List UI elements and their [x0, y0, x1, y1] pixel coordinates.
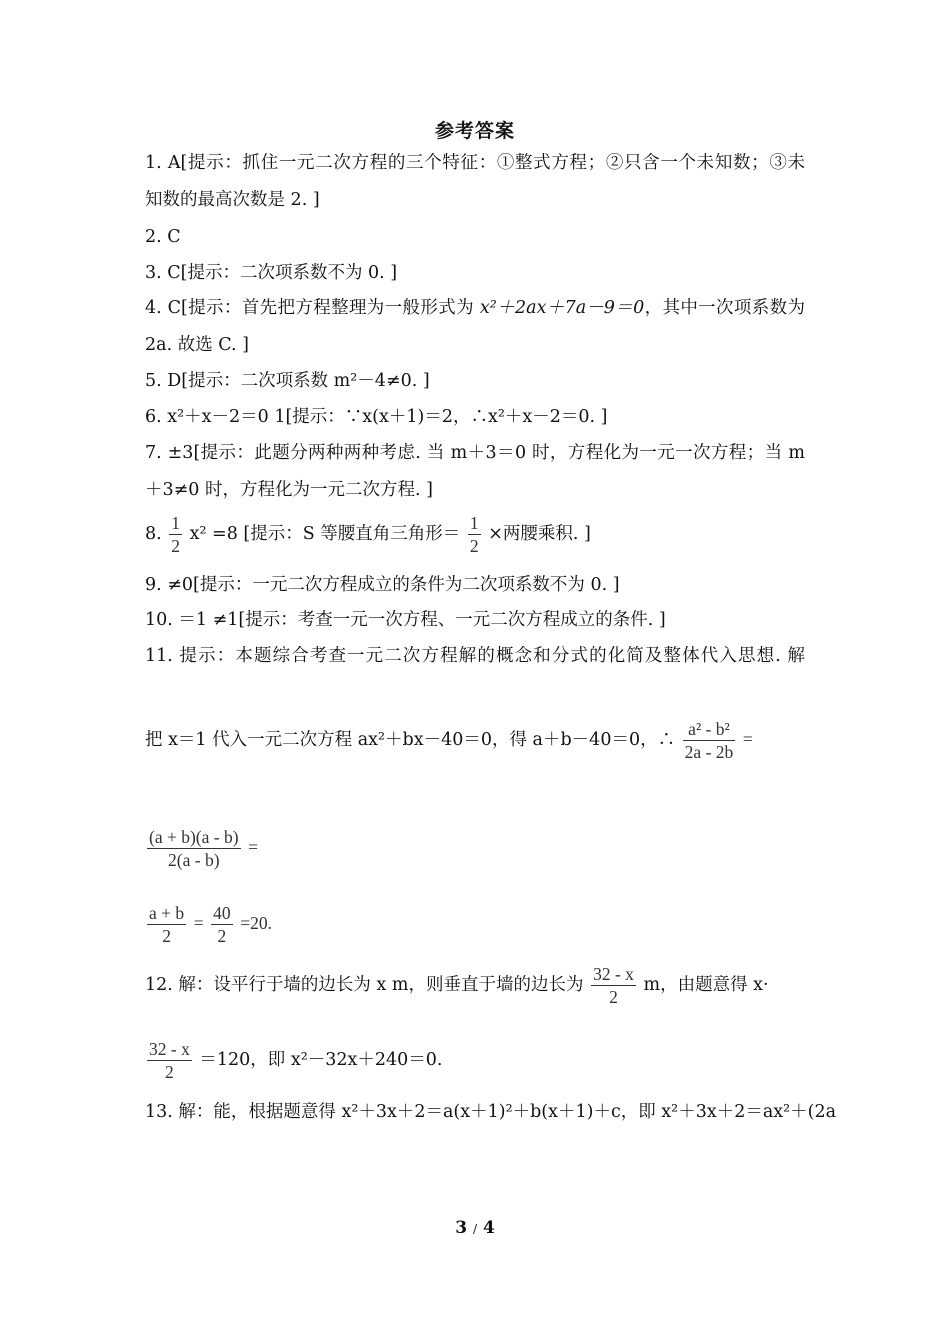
answer-12-fraction-2: [147, 1038, 192, 1083]
answer-12-equation: ＝120，即 x²－32x＋240＝0.: [199, 1050, 443, 1070]
fraction-denominator: 2: [217, 926, 227, 946]
fraction-numerator: 32 - x: [149, 1039, 190, 1059]
answer-12-line-2: [145, 1038, 443, 1083]
fraction-denominator: 2: [609, 987, 618, 1007]
page-title: 参考答案: [434, 120, 515, 142]
equals-sign: =: [248, 837, 258, 857]
answer-13: 13. 解：能，根据题意得 x²＋3x＋2＝a(x＋1)²＋b(x＋1)＋c，即 x²＋3x＋2＝ax²＋(2a: [145, 1102, 837, 1122]
answer-7-line-1: 7. ±3[提示：此题分两种两种考虑. 当 m＋3＝0 时，方程化为一元一次方程；当 m: [145, 443, 805, 463]
answer-11-text: 把 x＝1 代入一元二次方程 ax²＋bx－40＝0，得 a＋b－40＝0，∴: [145, 730, 676, 750]
fraction-denominator: 2: [469, 536, 479, 556]
page-separator: /: [472, 1222, 478, 1236]
answer-12-text: 12. 解：设平行于墙的边长为 x m，则垂直于墙的边长为: [145, 975, 584, 995]
answer-11-line-1: 11. 提示：本题综合考查一元二次方程解的概念和分式的化简及整体代入思想. 解: [145, 646, 805, 666]
answer-4-line-1: [145, 295, 805, 321]
answer-11-line-3: [145, 826, 258, 871]
answer-11-line-2: [145, 718, 753, 763]
equals-sign: =: [742, 729, 753, 749]
fraction-numerator: 32 - x: [593, 964, 634, 984]
answer-8-number: 8.: [145, 524, 162, 544]
answer-10: 10. ＝1 ≠1[提示：考查一元一次方程、一元二次方程成立的条件. ]: [145, 610, 666, 630]
answer-8: [145, 512, 591, 557]
fraction-denominator: 2: [162, 926, 171, 946]
answer-11-line-4: [145, 902, 272, 947]
answer-5: 5. D[提示：二次项系数 m²－4≠0. ]: [145, 371, 430, 391]
fraction-numerator: 40: [213, 903, 231, 923]
fraction-denominator: 2: [171, 536, 181, 556]
answer-4-prefix: 4. C[提示：首先把方程整理为一般形式为: [145, 298, 480, 318]
answer-8-text: x² =8 [提示：S 等腰直角三角形＝: [189, 524, 461, 544]
fraction-numerator: 1: [469, 513, 479, 533]
answer-8-fraction: [169, 512, 182, 557]
fraction-numerator: a² - b²: [683, 718, 736, 741]
answer-4-suffix: ，其中一次项系数为: [644, 298, 805, 318]
fraction-denominator: 2: [165, 1062, 174, 1082]
fraction-denominator: 2a - 2b: [684, 742, 734, 762]
page-number: [0, 1218, 950, 1238]
answer-11-fraction-4: [211, 902, 233, 947]
answer-12-fraction: [591, 963, 636, 1008]
equals-sign: =: [193, 913, 204, 933]
answer-7-line-2: ＋3≠0 时，方程化为一元二次方程. ]: [145, 480, 433, 500]
fraction-numerator: 1: [171, 513, 181, 533]
answer-4-equation: x²＋2ax＋7a－9＝0: [479, 298, 645, 318]
answer-11-fraction-1: [683, 718, 736, 763]
answer-11-fraction-2: [147, 826, 241, 871]
answer-11-fraction-3: [147, 902, 186, 947]
answer-11-result: =20.: [240, 913, 272, 933]
fraction-numerator: (a + b)(a - b): [149, 827, 239, 847]
answer-6: 6. x²＋x－2＝0 1[提示：∵x(x＋1)＝2，∴x²＋x－2＝0. ]: [145, 407, 608, 427]
answer-12-suffix: m，由题意得 x·: [643, 975, 769, 995]
answer-4-line-2: 2a. 故选 C. ]: [145, 335, 249, 355]
answer-12-line-1: [145, 963, 769, 1008]
answer-9: 9. ≠0[提示：一元二次方程成立的条件为二次项系数不为 0. ]: [145, 575, 620, 595]
current-page: 3: [455, 1218, 468, 1238]
fraction-numerator: a + b: [149, 903, 185, 923]
answer-3: 3. C[提示：二次项系数不为 0. ]: [145, 263, 398, 283]
answer-2: 2. C: [145, 227, 181, 247]
answer-1-line-2: 知数的最高次数是 2. ]: [145, 190, 320, 210]
answer-8-suffix: ×两腰乘积. ]: [488, 524, 591, 544]
answer-8-fraction-2: [468, 512, 481, 557]
answer-1-line-1: 1. A[提示：抓住一元二次方程的三个特征：①整式方程；②只含一个未知数；③未: [145, 153, 805, 173]
total-pages: 4: [482, 1218, 495, 1238]
fraction-denominator: 2(a - b): [168, 850, 220, 870]
